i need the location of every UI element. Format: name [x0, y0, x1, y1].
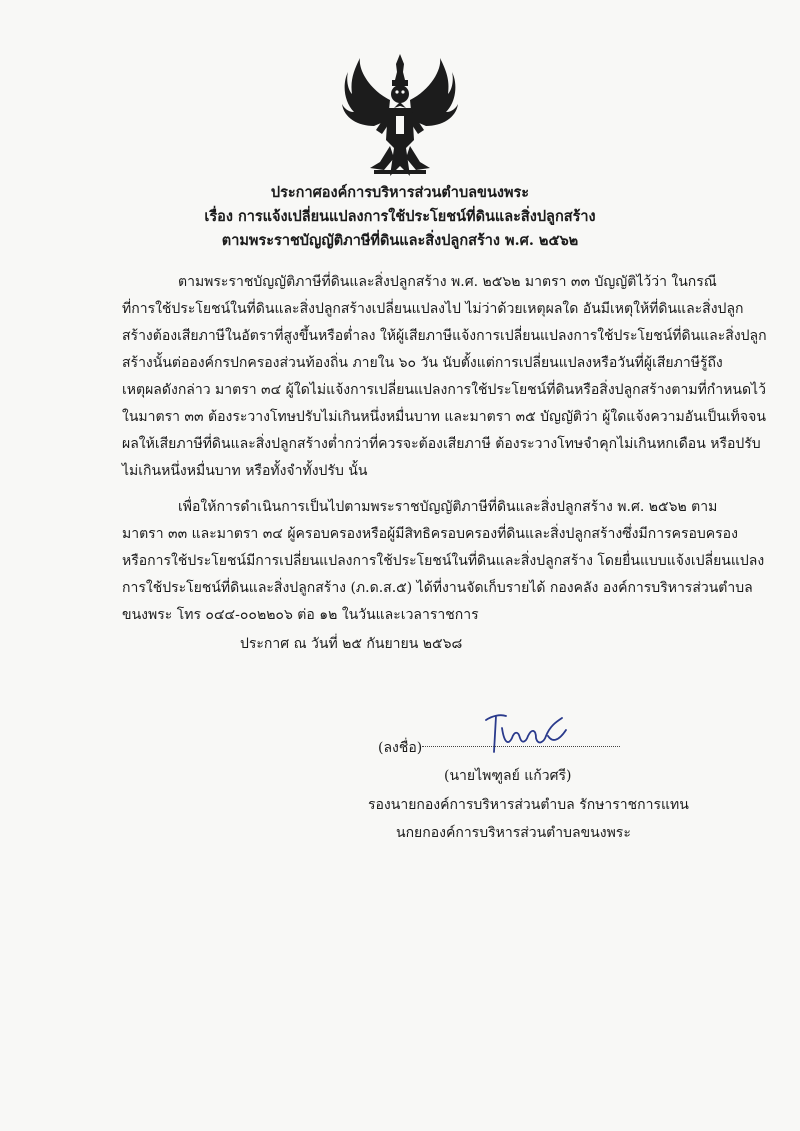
announcement-subject: เรื่อง การแจ้งเปลี่ยนแปลงการใช้ประโยชน์ที่ดินและสิ่งปลูกสร้าง [204, 208, 596, 225]
signer-name: (นายไพฑูลย์ แก้วศรี) [444, 768, 572, 784]
announce-date: ประกาศ ณ วันที่ ๒๕ กันยายน ๒๕๖๘ [240, 636, 463, 652]
signer-position: รองนายกองค์การบริหารส่วนตำบล รักษาราชการแทน [368, 797, 689, 813]
paragraph2-line: เพื่อให้การดำเนินการเป็นไปตามพระราชบัญญัติภาษีที่ดินและสิ่งปลูกสร้าง พ.ศ. ๒๕๖๒ ตาม [178, 499, 718, 515]
sign-label: (ลงชื่อ) [378, 740, 423, 756]
paragraph1-line: ในมาตรา ๓๓ ต้องระวางโทษปรับไม่เกินหนึ่งหมื่นบาท และมาตรา ๓๕ บัญญัติว่า ผู้ใดแจ้งความอันเป็นเท็จจน [122, 409, 766, 425]
garuda-emblem-icon [340, 50, 460, 180]
paragraph2-line: การใช้ประโยชน์ที่ดินและสิ่งปลูกสร้าง (ภ.ด.ส.๕) ได้ที่งานจัดเก็บรายได้ กองคลัง องค์การบริหารส่วนตำบล [122, 580, 753, 596]
paragraph1-line: สร้างนั้นต่อองค์กรปกครองส่วนท้องถิ่น ภายใน ๖๐ วัน นับตั้งแต่การเปลี่ยนแปลงหรือวันที่ผู้เสียภาษีรู้ถึง [122, 355, 723, 371]
announcement-law-reference: ตามพระราชบัญญัติภาษีที่ดินและสิ่งปลูกสร้าง พ.ศ. ๒๕๖๒ [221, 232, 579, 249]
paragraph1-line: ผลให้เสียภาษีที่ดินและสิ่งปลูกสร้างต่ำกว่าที่ควรจะต้องเสียภาษี ต้องระวางโทษจำคุกไม่เกินหกเดือน หรือปรับ [122, 436, 761, 452]
paragraph2-line: หรือการใช้ประโยชน์มีการเปลี่ยนแปลงการใช้ประโยชน์ในที่ดินและสิ่งปลูกสร้าง โดยยื่นแบบแจ้งเปลี่ยนแปลง [122, 553, 765, 569]
paragraph1-line: ที่การใช้ประโยชน์ในที่ดินและสิ่งปลูกสร้างเปลี่ยนแปลงไป ไม่ว่าด้วยเหตุผลใด อันมีเหตุให้ที่ดินและสิ่งปลูก [122, 301, 744, 317]
handwritten-signature [478, 708, 574, 758]
paragraph1-line: ไม่เกินหนึ่งหมื่นบาท หรือทั้งจำทั้งปรับ นั้น [122, 463, 368, 479]
paragraph2-line: ขนงพระ โทร ๐๔๔-๐๐๒๒๐๖ ต่อ ๑๒ ในวันและเวลาราชการ [122, 607, 479, 623]
paragraph2-line: มาตรา ๓๓ และมาตรา ๓๔ ผู้ครอบครองหรือผู้มีสิทธิครอบครองที่ดินและสิ่งปลูกสร้างซึ่งมีการครอบครอง [122, 526, 738, 542]
paragraph1-line: ตามพระราชบัญญัติภาษีที่ดินและสิ่งปลูกสร้าง พ.ศ. ๒๕๖๒ มาตรา ๓๓ บัญญัติไว้ว่า ในกรณี [178, 274, 717, 290]
signer-position-organization: นกยกองค์การบริหารส่วนตำบลขนงพระ [396, 825, 631, 841]
signature-line [422, 746, 620, 747]
announcement-title: ประกาศองค์การบริหารส่วนตำบลขนงพระ [270, 184, 530, 201]
paragraph1-line: เหตุผลดังกล่าว มาตรา ๓๔ ผู้ใดไม่แจ้งการเปลี่ยนแปลงการใช้ประโยชน์ที่ดินหรือสิ่งปลูกสร้างตามที่กำหนดไว้ [122, 382, 766, 398]
paragraph1-line: สร้างต้องเสียภาษีในอัตราที่สูงขึ้นหรือต่ำลง ให้ผู้เสียภาษีแจ้งการเปลี่ยนแปลงการใช้ประโยชน์ที่ดินและสิ่งปลูก [122, 328, 767, 344]
